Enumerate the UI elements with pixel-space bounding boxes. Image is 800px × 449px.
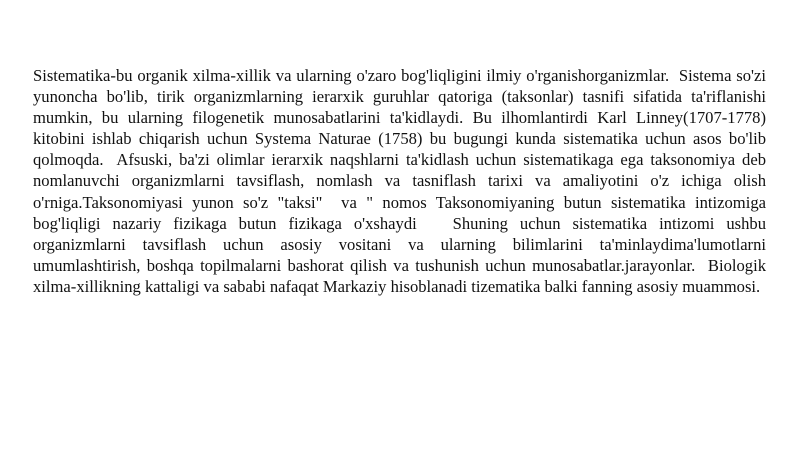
body-paragraph: Sistematika-bu organik xilma-xillik va ularning o'zaro bog'liqligini ilmiy o'rganishorganizmlar. Sistema so'zi yunoncha bo'lib, tirik organizmlarning ierarxik guruhlar qatoriga (taksonlar) tasnifi sifatida ta'riflanishi mumkin, bu ularning filogenetik munosabatlarini ta'kidlaydi. Bu ilhomlantirdi Karl Linney(1707-1778) kitobini ishlab chiqarish uchun Systema Naturae (1758) bu bugungi kunda sistematika uchun asos bo'lib qolmoqda. Afsuski, ba'zi olimlar ierarxik naqshlarni ta'kidlash uchun sistematikaga ega taksonomiya deb nomlanuvchi organizmlarni tavsiflash, nomlash va tasniflash tarixi va amaliyotini o'z ichiga olish o'rniga.Taksonomiyasi yunon so'z "taksi" va " nomos Taksonomiyaning butun sistematika intizomiga bog'liqligi nazariy fizikaga butun fizikaga o'xshaydi Shuning uchun sistematika intizomi ushbu organizmlarni tavsiflash uchun asosiy vositani va ularning bilimlarini ta'minlaydima'lumotlarni umumlashtirish, boshqa topilmalarni bashorat qilish va tushunish uchun munosabatlar.jarayonlar. Biologik xilma-xillikning kattaligi va sababi nafaqat Markaziy hisoblanadi tizematika balki fanning asosiy muammosi.	[33, 66, 771, 296]
